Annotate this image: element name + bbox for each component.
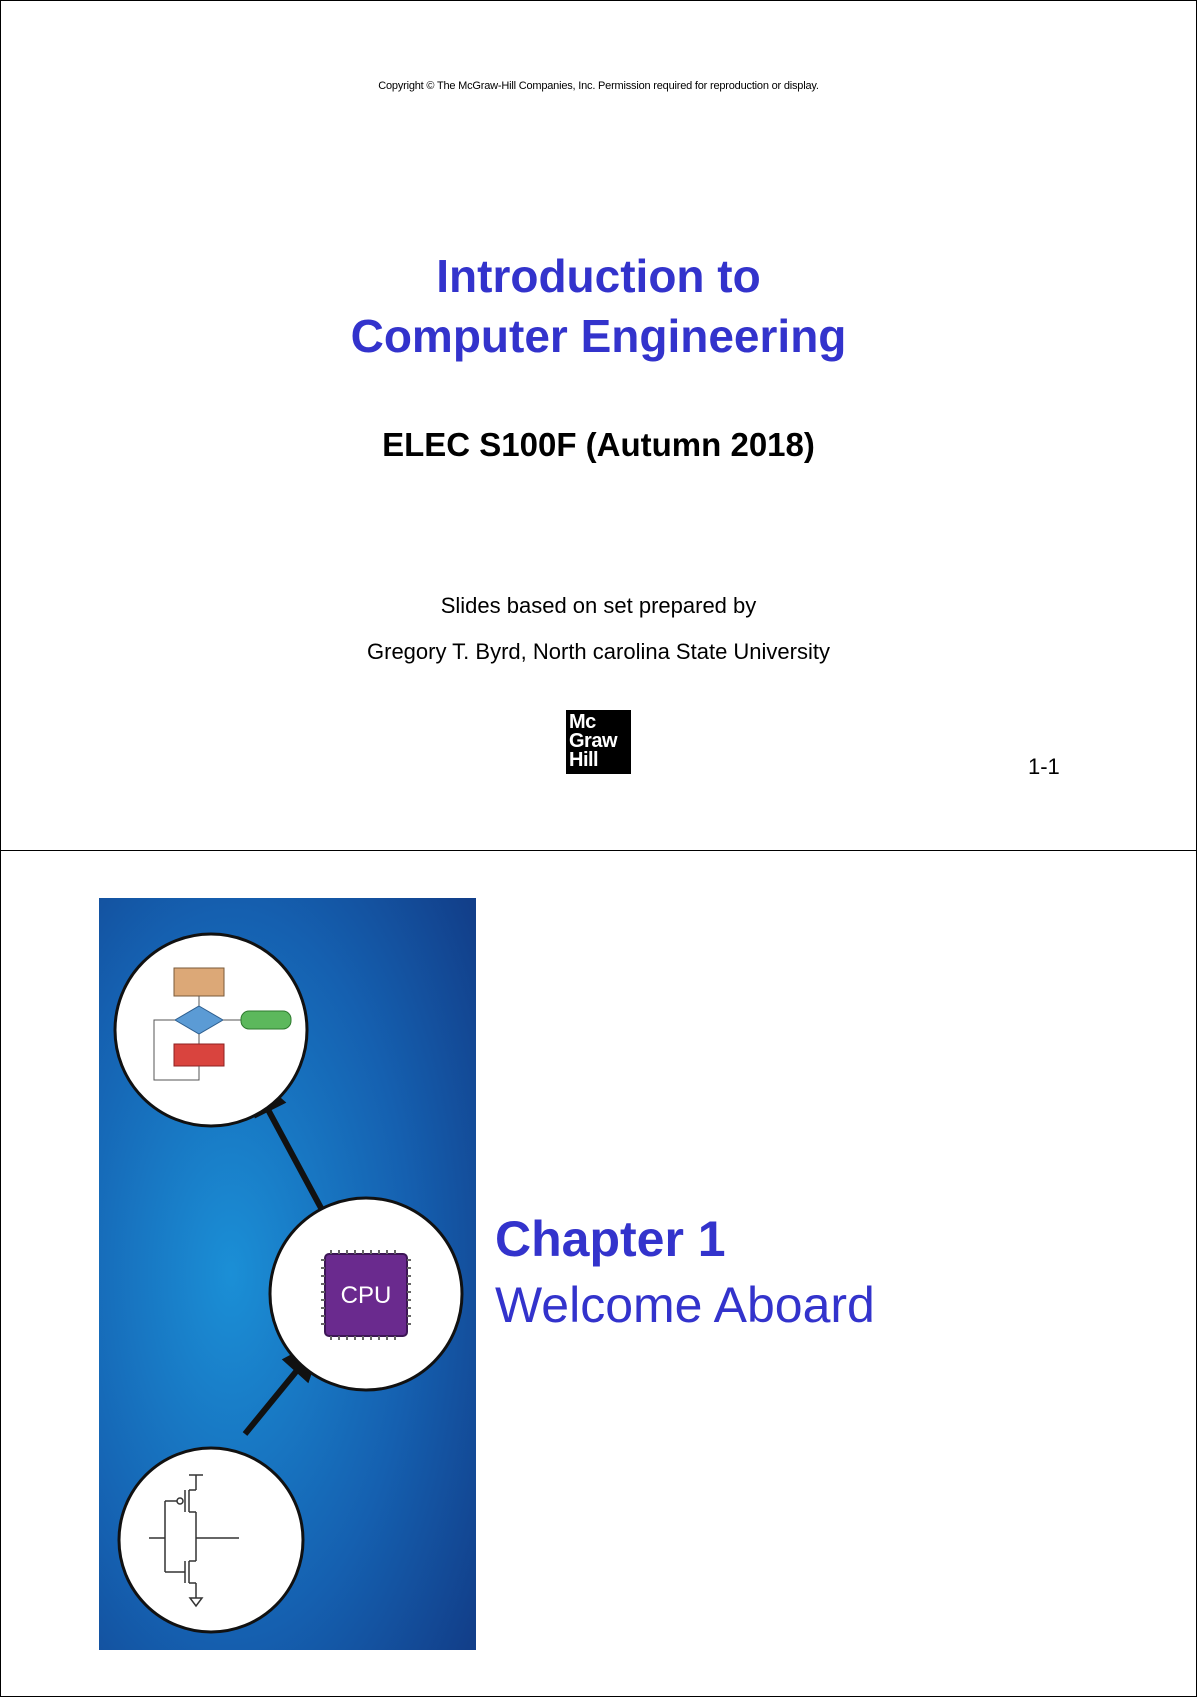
slide-title <box>1 246 1196 366</box>
copyright-notice: Copyright © The McGraw-Hill Companies, Inc. Permission required for reproduction or display. <box>378 80 819 92</box>
chapter-heading <box>495 1206 875 1338</box>
chapter-title: Welcome Aboard <box>495 1277 875 1333</box>
slide-title-line-1: Introduction to <box>436 250 761 302</box>
credit-line-1: Slides based on set prepared by <box>440 593 757 618</box>
transistor-circuit-icon <box>119 1448 303 1632</box>
mcgraw-hill-logo <box>566 710 631 774</box>
logo-line-1: Mc <box>569 711 596 733</box>
logo-line-2: Graw <box>569 730 618 752</box>
course-code: ELEC S100F (Autumn 2018) <box>382 426 815 463</box>
cpu-chip-icon <box>270 1198 462 1390</box>
cpu-label: CPU <box>340 1282 392 1309</box>
flowchart-icon <box>115 934 307 1126</box>
slide-2 <box>0 850 1197 1697</box>
book-cover-illustration <box>99 898 476 1650</box>
page-number: 1-1 <box>1028 754 1060 779</box>
chapter-number: Chapter 1 <box>495 1211 726 1267</box>
slide-title-line-2: Computer Engineering <box>350 310 847 362</box>
credit-line-2: Gregory T. Byrd, North carolina State University <box>367 639 830 664</box>
logo-line-3: Hill <box>569 749 599 771</box>
